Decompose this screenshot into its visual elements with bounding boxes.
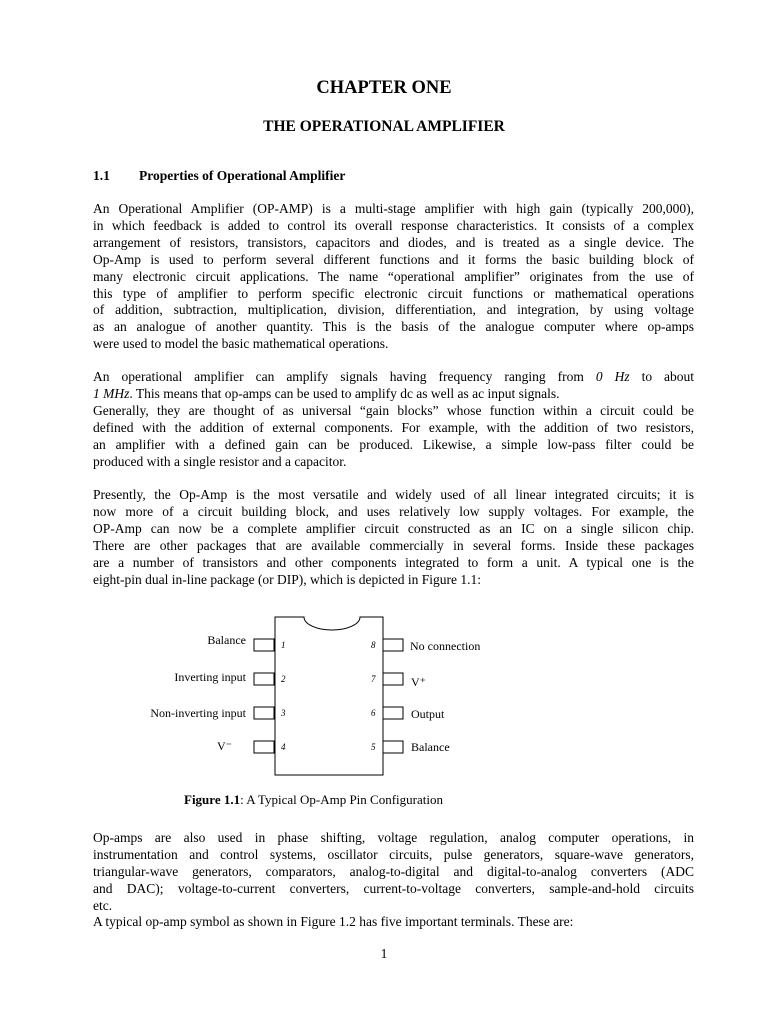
text-line: in which feedback is added to control its overall response characteristics. It consists of a complex xyxy=(93,217,694,233)
text-line: A typical op-amp symbol as shown in Figure 1.2 has five important terminals. These are: xyxy=(93,914,574,929)
figure-caption-label: Figure 1.1 xyxy=(184,792,241,807)
text-line: were used to model the basic mathematical operations. xyxy=(93,336,389,352)
text-line: defined with the addition of external components. For example, with the addition of two resistors, xyxy=(93,419,694,435)
text-line: arrangement of resistors, transistors, capacitors and diodes, and is treated as a single device. The xyxy=(93,234,694,250)
text-line: There are other packages that are available commercially in several forms. Inside these packages xyxy=(93,537,694,553)
pin-number: 4 xyxy=(281,742,286,752)
math-one-mhz: 1 MHz xyxy=(93,385,130,401)
page-number: 1 xyxy=(380,946,388,961)
text-line: Generally, they are thought of as universal “gain blocks” whose function within a circuit could be xyxy=(93,402,694,418)
pin-number: 6 xyxy=(371,708,376,718)
pin-4-box xyxy=(254,741,274,753)
text-line: Presently, the Op-Amp is the most versatile and widely used of all linear integrated circuits; it is xyxy=(93,487,694,502)
text-line: are a number of transistors and other components integrated to form a unit. A typical one is the xyxy=(93,554,694,570)
text-segment: An operational amplifier can amplify signals having frequency ranging from xyxy=(93,369,584,384)
pin-label: No connection xyxy=(410,639,481,653)
text-line: as an analogue of another quantity. This is the basis of the analogue computer where op-amps xyxy=(93,319,694,335)
text-line: eight-pin dual in-line package (or DIP), which is depicted in Figure 1.1: xyxy=(93,571,482,587)
pin-label: Inverting input xyxy=(174,670,246,684)
text-line: triangular-wave generators, comparators, analog-to-digital and digital-to-analog converters (ADC xyxy=(93,863,694,879)
pin-2-box xyxy=(254,673,274,685)
pin-label: Balance xyxy=(411,740,450,754)
pin-label: Balance xyxy=(207,633,246,647)
text-line: An Operational Amplifier (OP-AMP) is a multi-stage amplifier with high gain (typically 200,000), xyxy=(93,201,694,216)
pin-label: V⁻ xyxy=(217,739,232,753)
pin-number: 7 xyxy=(371,674,376,684)
pin-1-box xyxy=(254,639,274,651)
figure-caption xyxy=(184,792,443,808)
text-line: etc. xyxy=(93,897,113,913)
figure-caption-text: : A Typical Op-Amp Pin Configuration xyxy=(240,792,443,807)
pin-number: 3 xyxy=(281,708,286,718)
section-title: Properties of Operational Amplifier xyxy=(139,168,346,183)
text-line: now more of a circuit building block, and uses relatively low supply voltages. For example, the xyxy=(93,503,694,519)
text-line: produced with a single resistor and a capacitor. xyxy=(93,453,347,469)
text-line: and DAC); voltage-to-current converters, current-to-voltage converters, sample-and-hold circuits xyxy=(93,880,694,896)
pin-label: Output xyxy=(411,707,445,721)
pin-5-box xyxy=(383,741,403,753)
pin-number: 8 xyxy=(371,640,376,650)
pin-number: 2 xyxy=(281,674,286,684)
text-line: many electronic circuit applications. The name “operational amplifier” originates from the use of xyxy=(93,268,694,284)
pin-7-box xyxy=(383,673,403,685)
text-line: Op-Amp is used to perform several different functions and it forms the basic building block of xyxy=(93,251,694,267)
text-segment: to about xyxy=(641,369,695,384)
text-line: instrumentation and control systems, oscillator circuits, pulse generators, square-wave generators, xyxy=(93,846,694,862)
text-line: Op-amps are also used in phase shifting, voltage regulation, analog computer operations, in xyxy=(93,830,694,845)
pin-label: Non-inverting input xyxy=(150,706,246,720)
text-line: of addition, subtraction, multiplication, division, differentiation, and integration, by using voltage xyxy=(93,302,694,318)
chapter-subtitle: THE OPERATIONAL AMPLIFIER xyxy=(263,118,505,135)
pin-6-box xyxy=(383,707,403,719)
text-line: OP-Amp can now be a complete amplifier circuit constructed as an IC on a single silicon chip. xyxy=(93,520,694,536)
pin-label: V⁺ xyxy=(411,675,426,689)
pin-8-box xyxy=(383,639,403,651)
paragraph-applications xyxy=(93,830,694,915)
section-number: 1.1 xyxy=(93,168,110,183)
pin-number: 1 xyxy=(281,640,286,650)
text-segment: . This means that op-amps can be used to amplify dc as well as ac input signals. xyxy=(129,385,560,401)
pin-number: 5 xyxy=(371,742,376,752)
paragraph-terminals xyxy=(93,914,694,931)
chip-body xyxy=(275,617,383,775)
text-line: an amplifier with a defined gain can be produced. Likewise, a simple low-pass filter could be xyxy=(93,436,694,452)
text-line: this type of amplifier to perform specific electronic circuit functions or mathematical operations xyxy=(93,285,694,301)
math-zero-hz: 0 Hz xyxy=(595,369,630,384)
chapter-title: CHAPTER ONE xyxy=(316,78,452,98)
pin-3-box xyxy=(254,707,274,719)
